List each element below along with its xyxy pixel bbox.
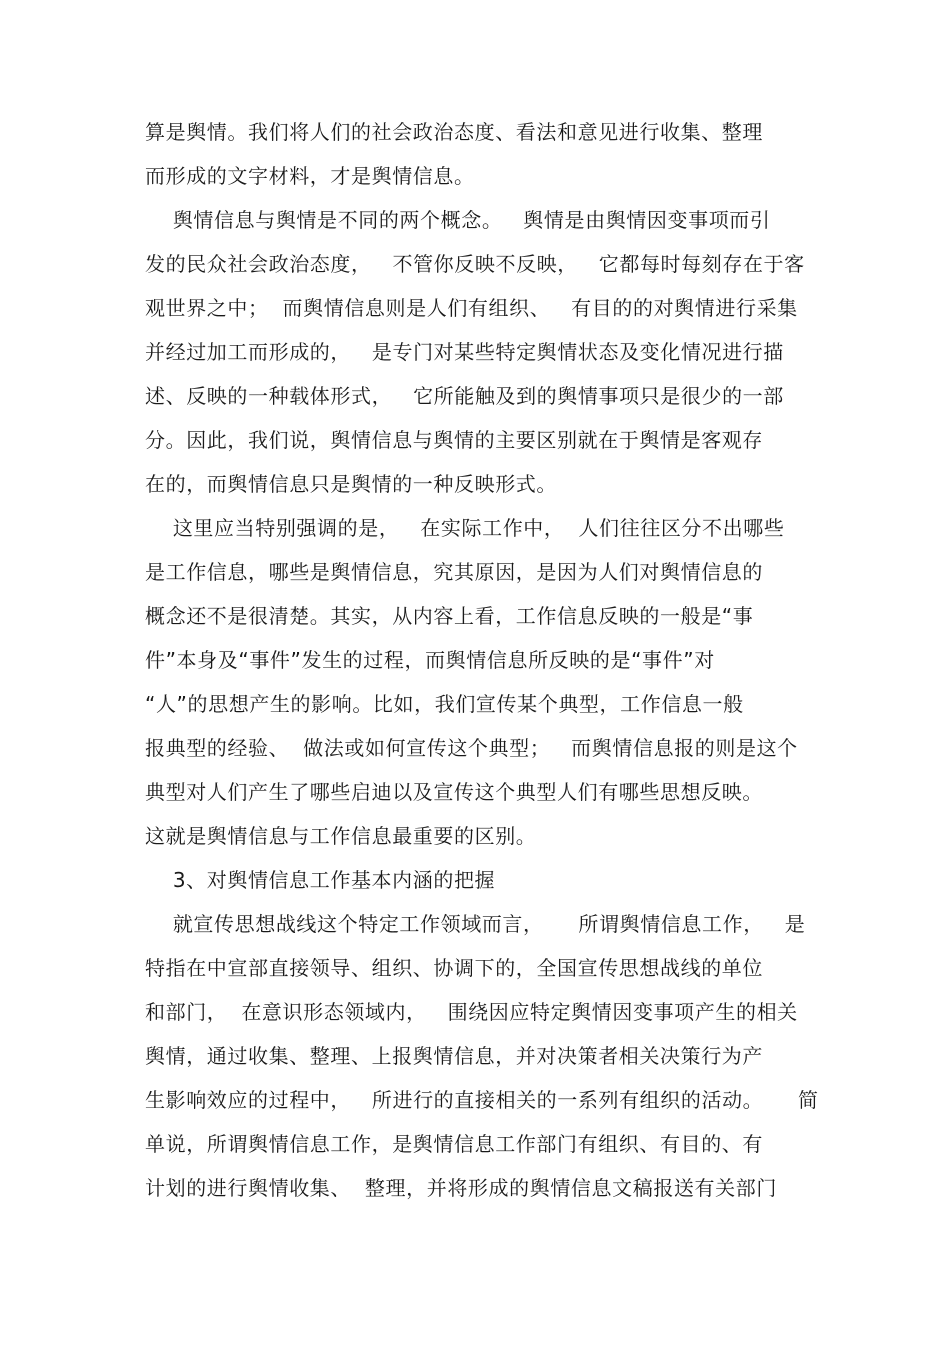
text-line: 算是舆情。我们将人们的社会政治态度、看法和意见进行收集、整理: [145, 120, 763, 144]
text-line: 是工作信息，哪些是舆情信息，究其原因，是因为人们对舆情信息的: [145, 560, 763, 584]
text-line: 观世界之中； 而舆情信息则是人们有组织、 有目的的对舆情进行采集: [145, 296, 798, 320]
text-line: 报典型的经验、 做法或如何宣传这个典型； 而舆情信息报的则是这个: [145, 736, 798, 760]
text-line: 典型对人们产生了哪些启迪以及宣传这个典型人们有哪些思想反映。: [145, 780, 763, 804]
text-line: 这里应当特别强调的是， 在实际工作中， 人们往往区分不出哪些: [145, 516, 785, 540]
text-line: 件”本身及“事件”发生的过程，而舆情信息所反映的是“事件”对: [145, 648, 715, 672]
section-heading: 3、对舆情信息工作基本内涵的把握: [145, 868, 496, 892]
text-line: 舆情信息与舆情是不同的两个概念。 舆情是由舆情因变事项而引: [145, 208, 771, 232]
text-line: 就宣传思想战线这个特定工作领域而言， 所谓舆情信息工作， 是: [145, 912, 806, 936]
text-line: 计划的进行舆情收集、 整理，并将形成的舆情信息文稿报送有关部门: [145, 1176, 777, 1200]
text-line: 述、反映的一种载体形式， 它所能触及到的舆情事项只是很少的一部: [145, 384, 784, 408]
text-line: 生影响效应的过程中， 所进行的直接相关的一系列有组织的活动。 简: [145, 1088, 819, 1112]
text-line: 而形成的文字材料，才是舆情信息。: [145, 164, 475, 188]
text-line: 这就是舆情信息与工作信息最重要的区别。: [145, 824, 537, 848]
text-line: 单说，所谓舆情信息工作，是舆情信息工作部门有组织、有目的、有: [145, 1132, 763, 1156]
text-line: 特指在中宣部直接领导、组织、协调下的，全国宣传思想战线的单位: [145, 956, 763, 980]
text-line: 并经过加工而形成的， 是专门对某些特定舆情状态及变化情况进行描: [145, 340, 784, 364]
text-line: 和部门， 在意识形态领域内， 围绕因应特定舆情因变事项产生的相关: [145, 1000, 798, 1024]
text-line: 概念还不是很清楚。其实，从内容上看，工作信息反映的一般是“事: [145, 604, 754, 628]
text-line: 在的，而舆情信息只是舆情的一种反映形式。: [145, 472, 557, 496]
text-line: 分。因此，我们说，舆情信息与舆情的主要区别就在于舆情是客观存: [145, 428, 763, 452]
text-line: “人”的思想产生的影响。比如，我们宣传某个典型，工作信息一般: [145, 692, 744, 716]
text-line: 舆情，通过收集、整理、上报舆情信息，并对决策者相关决策行为产: [145, 1044, 763, 1068]
text-line: 发的民众社会政治态度， 不管你反映不反映， 它都每时每刻存在于客: [145, 252, 805, 276]
